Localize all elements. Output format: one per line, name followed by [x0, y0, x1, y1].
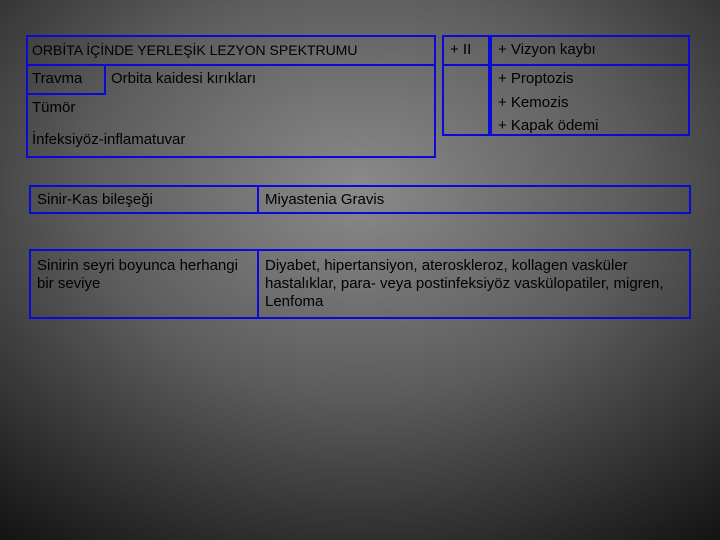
nmj-label: Sinir-Kas bileşeği [37, 191, 153, 208]
category-tumor: Tümör [32, 99, 76, 116]
finding-kemozis: + Kemozis [498, 94, 569, 111]
table-title: ORBİTA İÇİNDE YERLEŞİK LEZYON SPEKTRUMU [32, 42, 358, 58]
finding-kapak-odemi: + Kapak ödemi [498, 117, 599, 134]
category-travma: Travma [32, 70, 83, 87]
category-infeksiyoz: İnfeksiyöz-inflamatuvar [32, 131, 186, 148]
detail-travma: Orbita kaidesi kırıkları [111, 70, 257, 87]
course-value: Diyabet, hipertansiyon, ateroskleroz, kollagen vasküler hastalıklar, para- veya postinfeksiyöz vaskülopatiler, migren, Lenfoma [265, 257, 664, 310]
marker-empty-cell [442, 64, 490, 136]
finding-vizyon: + Vizyon kaybı [498, 41, 596, 58]
nmj-value: Miyastenia Gravis [265, 191, 385, 208]
finding-proptozis: + Proptozis [498, 70, 574, 87]
course-label: Sinirin seyri boyunca herhangi bir seviye [37, 257, 238, 292]
marker-label: + II [450, 41, 472, 58]
